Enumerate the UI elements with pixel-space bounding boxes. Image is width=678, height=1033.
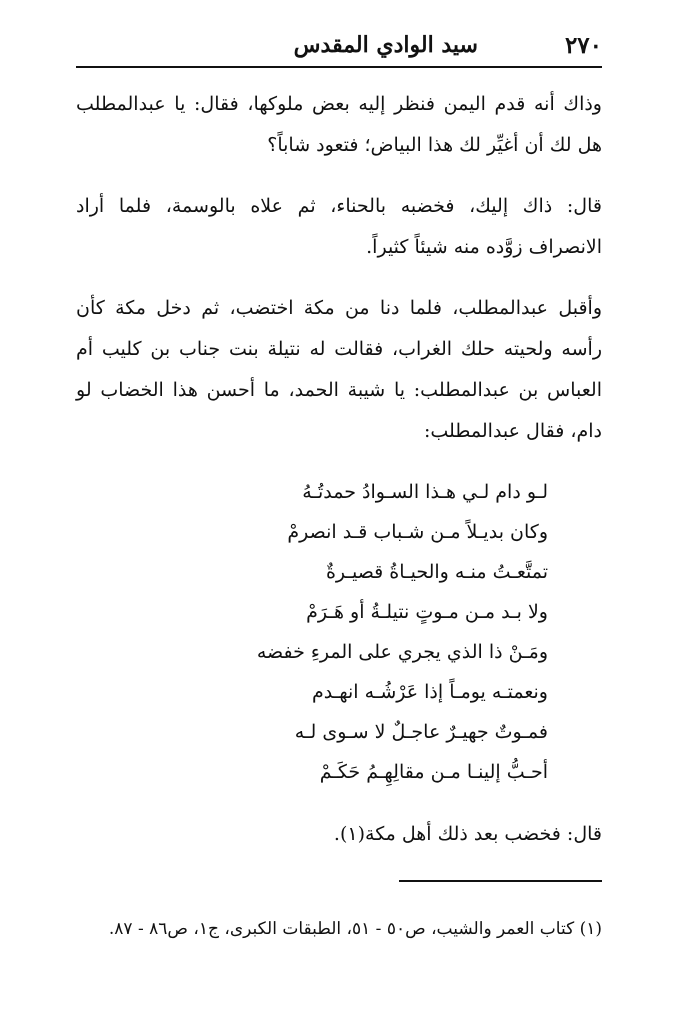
verse-line-3: تمتَّعـتُ منـه والحيـاةُ قصيـرةٌ xyxy=(325,561,548,583)
verse-line-4: ولا بـد مـن مـوتٍ نتيلـةُ أو هَـرَمْ xyxy=(306,601,548,623)
body-text xyxy=(76,84,602,875)
verse-line-2: وكان بديـلاً مـن شـباب قـد انصرمْ xyxy=(287,521,548,543)
closing-line: قال: فخضب بعد ذلك أهل مكة(١). xyxy=(333,823,602,845)
paragraph-3: وأقبل عبدالمطلب، فلما دنا من مكة اختضب، ثم دخل مكة كأن رأسه ولحيته حلك الغراب، فقالت له نتيلة بنت جناب بن كليب أم العباس بن عبدالمطلب: يا شيبة الحمد، ما أحسن هذا الخضاب لو دام، فقال عبدالمطلب: xyxy=(76,297,602,442)
verse-line-8: أحـبُّ إلينـا مـن مقالِهِـمُ حَكَـمْ xyxy=(319,761,548,783)
page-number: ٢٧٠ xyxy=(564,32,602,59)
page-header xyxy=(76,30,602,68)
paragraph-2: قال: ذاك إليك، فخضبه بالحناء، ثم علاه بالوسمة، فلما أراد الانصراف زوَّده منه شيئاً كثيراً. xyxy=(76,195,602,258)
paragraph-1: وذاك أنه قدم اليمن فنظر إليه بعض ملوكها، فقال: يا عبدالمطلب هل لك أن أغيِّر لك هذا البياض؛ فتعود شاباً؟ xyxy=(76,93,602,156)
verse-line-7: فمـوتٌ جهيـرٌ عاجـلٌ لا سـوى لـه xyxy=(294,721,548,743)
running-title: سيد الوادي المقدس xyxy=(293,32,478,58)
verse-line-6: ونعمتـه يومـاً إذا عَرْشُـه انهـدم xyxy=(311,681,548,703)
footnote: (١) كتاب العمر والشيب، ص٥٠ - ٥١، الطبقات الكبرى، ج١، ص٨٦ - ٨٧. xyxy=(108,919,602,939)
verse-line-1: لـو دام لـي هـذا السـوادُ حمدتُـهُ xyxy=(302,481,548,503)
verse-line-5: ومَـنْ ذا الذي يجري على المرءِ خفضه xyxy=(256,641,548,663)
footnote-divider xyxy=(399,880,602,882)
poem xyxy=(76,472,602,792)
